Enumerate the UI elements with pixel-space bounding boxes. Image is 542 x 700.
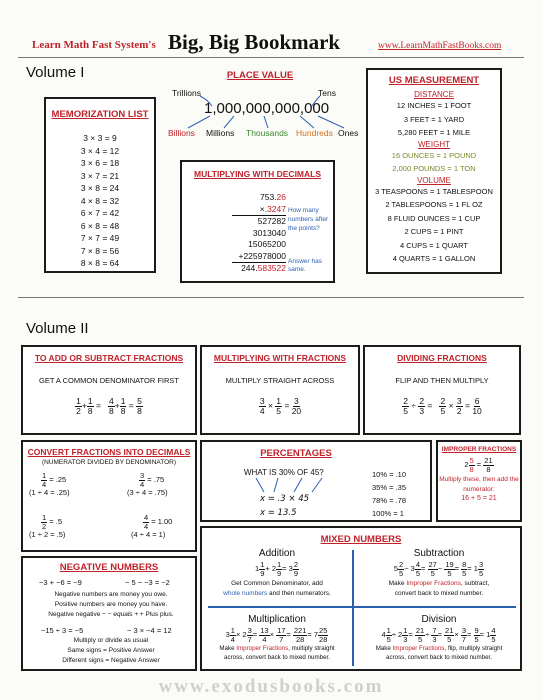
add-sub-title: TO ADD OR SUBTRACT FRACTIONS bbox=[34, 353, 184, 363]
decimals-note-1: How many numbers after the points? bbox=[288, 207, 329, 232]
volume-item: 8 FLUID OUNCES = 1 CUP bbox=[387, 213, 481, 223]
volume-item: 2 CUPS = 1 PINT bbox=[404, 227, 464, 236]
distance-item: 5,280 FEET = 1 MILE bbox=[397, 128, 471, 137]
mixed-title: MIXED NUMBERS bbox=[320, 534, 402, 545]
multiplying-fractions bbox=[200, 345, 360, 435]
addition-label: Addition bbox=[258, 548, 296, 559]
addition-text: Get Common Denominator, add whole numbers and then numerators. bbox=[223, 580, 331, 597]
percent-table bbox=[372, 468, 406, 520]
decimals-note-2: Answer has same. bbox=[288, 258, 322, 273]
multiplication-label: Multiplication bbox=[248, 614, 306, 625]
decimals-row: 3013040 bbox=[252, 227, 286, 238]
add-subtract-fractions bbox=[21, 345, 197, 435]
place-value bbox=[160, 66, 360, 146]
division-example: 4 $\frac{1}{5}$ ÷ 2 $\frac{1}{3}$ = $\frac{21}{5}$ ÷ $\frac{7}{3}$ = $\frac{21}{5}$ × $\frac{3}{7}$ = $\frac{9}{5}$ = 1 $\frac{4}{5}$ bbox=[381, 626, 496, 644]
division-section bbox=[354, 614, 524, 662]
memorization-item: 3 × 6 = 18 bbox=[80, 158, 120, 168]
weight-item: 16 OUNCES = 1 POUND bbox=[391, 150, 477, 160]
volume-list bbox=[368, 185, 500, 266]
decimals-calculation bbox=[232, 192, 286, 275]
place-value-title: PLACE VALUE bbox=[226, 70, 294, 81]
memorization-item: 7 × 8 = 56 bbox=[80, 245, 120, 256]
percent-question: WHAT IS 30% OF 45? bbox=[244, 468, 324, 477]
percent-row: 35% = .35 bbox=[372, 483, 406, 492]
volume-item: 4 QUARTS = 1 GALLON bbox=[392, 254, 476, 263]
header-brand: Learn Math Fast System's bbox=[32, 39, 156, 51]
weight-list bbox=[368, 149, 500, 176]
convert-item-3: $\frac{1}{2}$ = .5 (1 ÷ 2 = .5) bbox=[29, 513, 66, 539]
percent-eq-2: x = 13.5 bbox=[260, 508, 297, 518]
label-billions: Billions bbox=[168, 128, 195, 138]
negative-ex-3: −15 ÷ 3 = −5 bbox=[41, 626, 84, 635]
multiplying-decimals bbox=[180, 160, 335, 283]
improper-answer: 16 + 5 = 21 bbox=[461, 495, 497, 502]
decimals-row: 15065200 bbox=[248, 239, 286, 249]
memorization-item: 6 × 7 = 42 bbox=[80, 208, 120, 218]
improper-fractions bbox=[436, 440, 522, 522]
division-label: Division bbox=[421, 614, 457, 625]
memorization-list bbox=[44, 97, 156, 273]
memorization-item: 3 × 8 = 24 bbox=[80, 183, 120, 193]
us-measurement-title: US MEASUREMENT bbox=[388, 75, 480, 86]
subtraction-label: Subtraction bbox=[413, 548, 465, 559]
convert-item-2: $\frac{3}{4}$ = .75 (3 ÷ 4 = .75) bbox=[127, 471, 168, 497]
memorization-item: 3 × 7 = 21 bbox=[80, 170, 120, 181]
memorization-item: 4 × 8 = 32 bbox=[80, 195, 120, 206]
percent-row: 100% = 1 bbox=[372, 509, 404, 518]
memorization-item: 7 × 7 = 49 bbox=[80, 233, 120, 243]
place-value-number: 1,000,000,000,000 bbox=[204, 100, 330, 117]
decimals-title: MULTIPLYING WITH DECIMALS bbox=[193, 169, 322, 179]
addition-example: 1 $\frac{1}{9}$ + 2 $\frac{1}{9}$ = 3 $\frac{2}{9}$ bbox=[255, 560, 298, 578]
mult-frac-example: $\frac{3}{4}$ × $\frac{1}{5}$ = $\frac{3}{20}$ bbox=[259, 396, 302, 416]
negative-ex-1: −3 + −6 = −9 bbox=[39, 578, 82, 587]
volume-item: 3 TEASPOONS = 1 TABLESPOON bbox=[375, 186, 493, 196]
decimals-line2: ×.3247 bbox=[232, 204, 286, 217]
mixed-divider-h bbox=[208, 606, 516, 608]
distance-title: DISTANCE bbox=[414, 90, 454, 99]
volume-2-heading: Volume II bbox=[26, 320, 89, 337]
improper-title: IMPROPER FRACTIONS bbox=[441, 446, 517, 453]
section-rule bbox=[18, 297, 524, 298]
distance-list bbox=[368, 99, 500, 140]
distance-item: 3 FEET = 1 YARD bbox=[403, 114, 465, 124]
multiplication-text: Make Improper Fractions, multiply straight across, convert back to mixed number. bbox=[219, 645, 335, 661]
negative-title: NEGATIVE NUMBERS bbox=[59, 562, 159, 573]
decimals-line1: 753.26 bbox=[259, 192, 286, 202]
watermark: www.exodusbooks.com bbox=[158, 676, 384, 697]
convert-item-1: $\frac{1}{4}$ = .25 (1 ÷ 4 = .25) bbox=[29, 471, 70, 497]
place-value-arrows bbox=[160, 66, 360, 146]
subtraction-example: 5 $\frac{2}{5}$ − 3 $\frac{4}{5}$ = $\frac{27}{5}$ − $\frac{19}{5}$ = $\frac{8}{5}$ = 1 $\frac{3}{5}$ bbox=[393, 560, 484, 578]
volume-item: 2 TABLESPOONS = 1 FL OZ bbox=[385, 200, 483, 209]
decimals-row: 527282 bbox=[257, 216, 286, 226]
percentages bbox=[200, 440, 432, 522]
div-frac-example: $\frac{2}{5}$ ÷ $\frac{2}{3}$ = $\frac{2}{5}$ × $\frac{3}{2}$ = $\frac{6}{10}$ bbox=[403, 396, 482, 416]
mult-frac-text: MULTIPLY STRAIGHT ACROSS bbox=[225, 376, 335, 385]
memorization-item: 6 × 8 = 48 bbox=[80, 220, 120, 231]
negative-numbers bbox=[21, 556, 197, 671]
percent-title: PERCENTAGES bbox=[260, 448, 332, 459]
negative-ex-2: − 5 − −3 = −2 bbox=[125, 578, 170, 587]
div-frac-text: FLIP AND THEN MULTIPLY bbox=[395, 376, 489, 385]
label-ones: Ones bbox=[338, 128, 359, 138]
negative-ex-4: − 3 × −4 = 12 bbox=[127, 626, 172, 635]
div-frac-title: DIVIDING FRACTIONS bbox=[397, 353, 487, 363]
add-sub-example: $\frac{1}{2}$ + $\frac{1}{8}$ = $\frac{4}{8}$ + $\frac{1}{8}$ = $\frac{5}{8}$ bbox=[76, 396, 142, 416]
dividing-fractions bbox=[363, 345, 521, 435]
negative-lines: Negative numbers are money you owe. Positive numbers are money you have. Negative negative − − equals + + Plus plus. bbox=[48, 591, 174, 618]
label-thousands: Thousands bbox=[246, 128, 289, 138]
memorization-item: 3 × 4 = 12 bbox=[80, 145, 120, 156]
multiplication-section bbox=[202, 614, 352, 662]
percent-row: 10% = .10 bbox=[372, 470, 406, 479]
negative-rules: Multiply or divide as usual Same signs = Positive Answer Different signs = Negative Answer bbox=[62, 637, 160, 664]
mult-frac-title: MULTIPLYING WITH FRACTIONS bbox=[213, 353, 347, 363]
convert-item-4: $\frac{4}{4}$ = 1.00 (4 ÷ 4 = 1) bbox=[131, 513, 173, 539]
memorization-title: MEMORIZATION LIST bbox=[51, 109, 149, 120]
label-tens: Tens bbox=[318, 88, 336, 98]
label-hundreds: Hundreds bbox=[296, 128, 333, 138]
addition-section bbox=[202, 548, 352, 599]
weight-item: 2,000 POUNDS = 1 TON bbox=[392, 164, 476, 173]
header bbox=[0, 30, 542, 54]
percent-row: 78% = .78 bbox=[372, 496, 406, 505]
memorization-item: 8 × 8 = 64 bbox=[80, 258, 120, 268]
division-text: Make Improper Fractions, flip, multiply straight across, convert back to mixed number. bbox=[375, 645, 503, 661]
label-millions: Millions bbox=[206, 128, 235, 138]
decimals-result: 244.583522 bbox=[241, 263, 286, 273]
volume-title: VOLUME bbox=[417, 175, 451, 185]
header-rule bbox=[18, 57, 524, 58]
improper-note: Multiply these, then add the numerator: bbox=[439, 476, 519, 493]
distance-item: 12 INCHES = 1 FOOT bbox=[396, 101, 472, 110]
mixed-numbers bbox=[200, 526, 522, 671]
header-url: www.LearnMathFastBooks.com bbox=[378, 41, 502, 51]
us-measurement bbox=[366, 68, 502, 274]
subtraction-section bbox=[354, 548, 524, 599]
volume-1-heading: Volume I bbox=[26, 64, 85, 81]
memorization-items bbox=[46, 132, 154, 270]
improper-example: 2 $\frac{5}{8}$ = $\frac{21}{8}$ bbox=[464, 456, 493, 474]
weight-title: WEIGHT bbox=[418, 139, 450, 149]
decimals-line-plus: +225978000 bbox=[232, 251, 286, 264]
subtraction-text: Make Improper Fractions, subtract, convert back to mixed number. bbox=[388, 580, 490, 597]
convert-subtitle: (NUMERATOR DIVIDED BY DENOMINATOR) bbox=[41, 459, 177, 466]
volume-item: 4 CUPS = 1 QUART bbox=[399, 240, 468, 250]
add-sub-text: GET A COMMON DENOMINATOR FIRST bbox=[38, 376, 179, 385]
memorization-item: 3 × 3 = 9 bbox=[83, 133, 117, 143]
percent-eq-1: x = .3 × 45 bbox=[260, 494, 310, 504]
page-title: Big, Big Bookmark bbox=[168, 30, 341, 54]
convert-title: CONVERT FRACTIONS INTO DECIMALS bbox=[27, 447, 191, 457]
label-trillions: Trillions bbox=[172, 88, 201, 98]
multiplication-example: 3 $\frac{1}{4}$ × 2 $\frac{3}{7}$ = $\frac{13}{4}$ × $\frac{17}{7}$ = $\frac{221}{28}$ = 7 $\frac{25}{28}$ bbox=[225, 626, 328, 644]
